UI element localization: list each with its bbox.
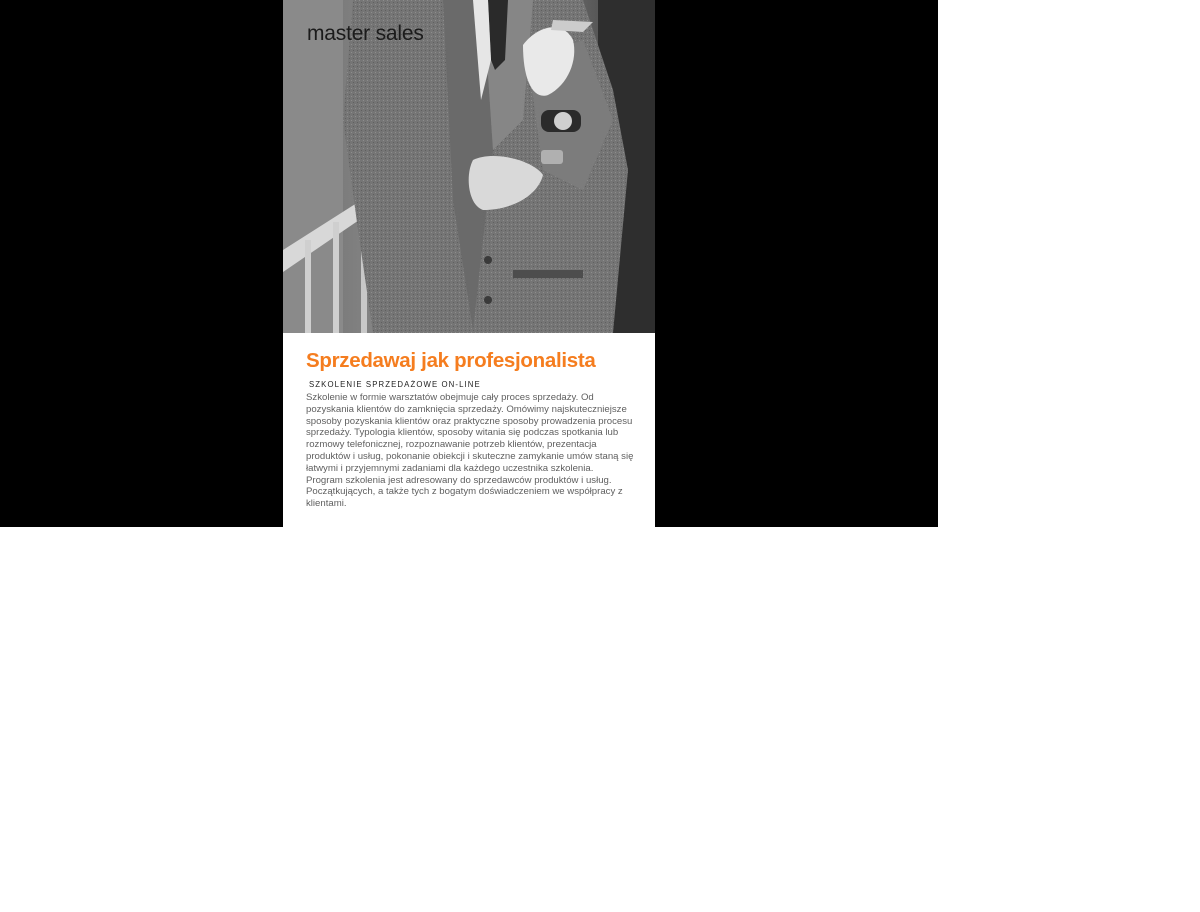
headline: Sprzedawaj jak profesjonalista (306, 349, 596, 372)
description-paragraph-2: Program szkolenia jest adresowany do sprzedawców produktów i usług. Początkujących, a także tych z bogatym doświadczeniem we współpracy z klientami. (306, 474, 623, 510)
brochure-content (306, 348, 634, 510)
document-viewer (0, 0, 938, 527)
brand-logo-text: master sales (307, 22, 424, 45)
description-paragraph-1: Szkolenie w formie warsztatów obejmuje cały proces sprzedaży. Od pozyskania klientów do zamknięcia sprzedaży. Omówimy najskuteczniejsze sposoby pozyskania klientów oraz praktyczne sposoby prowadzenia procesu sprzedaży. Typologia klientów, sposoby witania się podczas spotkania lub rozmowy telefonicznej, rozpoznawanie potrzeb klientów, prezentacja produktów i usług, pokonanie obiekcji i skuteczne zamykanie umów staną się łatwymi i przyjemnymi zadaniami dla każdego uczestnika szkolenia. (306, 392, 634, 474)
brochure-page (283, 0, 655, 527)
description (306, 392, 634, 510)
hero-photo (283, 0, 655, 333)
subheadline: SZKOLENIE SPRZEDAŻOWE ON-LINE (309, 380, 481, 389)
